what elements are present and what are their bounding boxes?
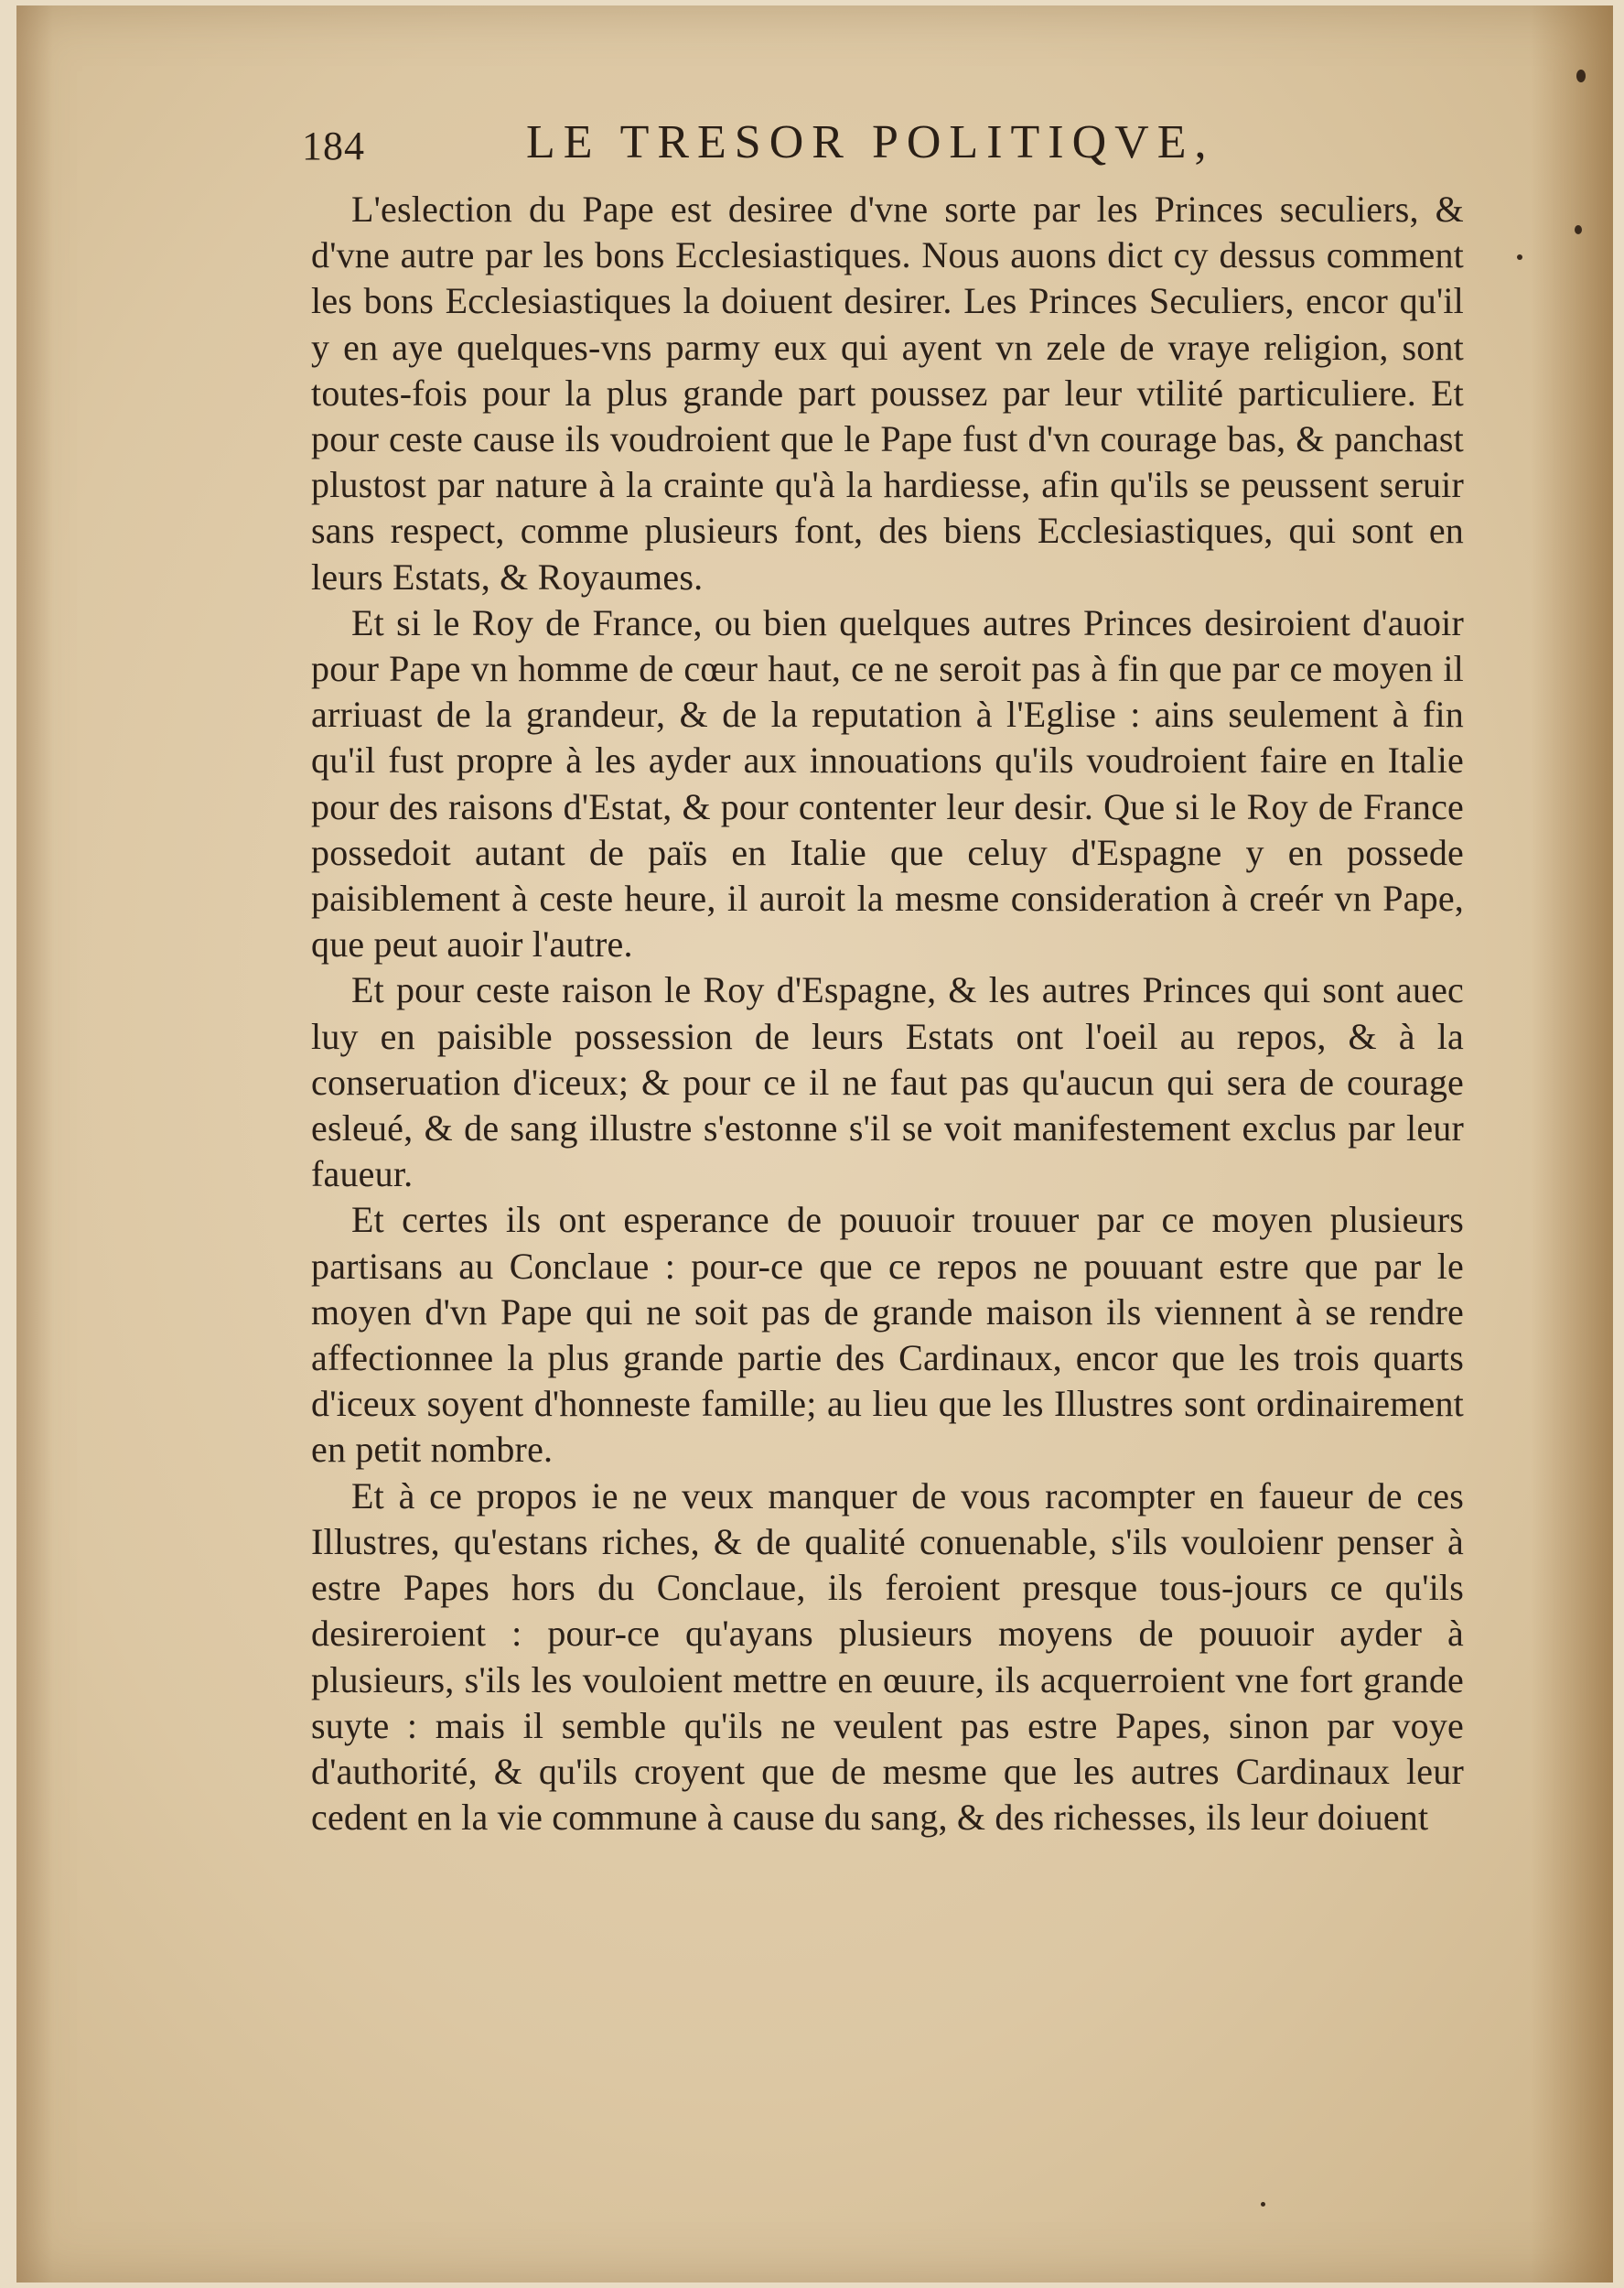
paragraph-2: Et si le Roy de France, ou bien quelques autres Princes desiroient d'auoir pour Pape vn homme de cœur haut, ce ne seroit pas à fin que par ce moyen il arriuast de la grandeur, & de la reputation à l'Eglise : ains seulement à fin qu'il fust propre à les ayder aux innouations qu'ils voudroient faire en Italie pour des raisons d'Estat, & pour contenter leur desir. Que si le Roy de France possedoit autant de païs en Italie que celuy d'Espagne y en possede paisiblement à ceste heure, il auroit la mesme consideration à creér vn Pape, que peut auoir l'autre.	[311, 601, 1464, 966]
paragraph-3: Et pour ceste raison le Roy d'Espagne, & les autres Princes qui sont auec luy en paisible possession de leurs Estats ont l'oeil au repos, & à la conseruation d'iceux; & pour ce il ne faut pas qu'aucun qui sera de courage esleué, & de sang illustre s'estonne s'il se voit manifestement exclus par leur faueur.	[311, 969, 1464, 1195]
ink-speck	[1517, 254, 1522, 260]
ink-speck	[1575, 225, 1582, 234]
paragraph-1: L'eslection du Pape est desiree d'vne sorte par les Princes seculiers, & d'vne autre par les bons Ecclesiastiques. Nous auons dict cy dessus comment les bons Ecclesiastiques la doiuent desirer. Les Princes Seculiers, encor qu'il y en aye quelques-vns parmy eux qui ayent vn zele de vraye religion, sont toutes-fois pour la plus grande part poussez par leur vtilité particuliere. Et pour ceste cause ils voudroient que le Pape fust d'vn courage bas, & panchast plustost par nature à la crainte qu'à la hardiesse, afin qu'ils se peussent seruir sans respect, comme plusieurs font, des biens Ecclesiastiques, qui sont en leurs Estats, & Royaumes.	[311, 189, 1464, 598]
paragraph-4: Et certes ils ont esperance de pouuoir trouuer par ce moyen plusieurs partisans au Conclaue : pour-ce que ce repos ne pouuant estre que par le moyen d'vn Pape qui ne soit pas de grande maison ils viennent à se rendre affectionnee la plus grande partie des Cardinaux, encor que les trois quarts d'iceux soyent d'honneste famille; au lieu que les Illustres sont ordinairement en petit nombre.	[311, 1199, 1464, 1471]
page-number: 184	[302, 124, 365, 168]
ink-speck	[1261, 2202, 1265, 2207]
paragraph-5: Et à ce propos ie ne veux manquer de vous racompter en faueur de ces Illustres, qu'estans riches, & de qualité conuenable, s'ils vouloienr penser à estre Papes hors du Conclaue, ils feroient presque tous-jours ce qu'ils desireroient : pour-ce qu'ayans plusieurs moyens de pouuoir ayder à plusieurs, s'ils les vouloient mettre en œuure, ils acquerroient vne fort grande suyte : mais il semble qu'ils ne veulent pas estre Papes, sinon par voye d'authorité, & qu'ils croyent que de mesme que les autres Cardinaux leur cedent en la vie commune à cause du sang, & des richesses, ils leur doiuent	[311, 1474, 1464, 1839]
page-header	[302, 115, 1400, 189]
page-gutter-shadow	[16, 5, 53, 2283]
body-text	[311, 187, 1464, 1840]
running-title: LE TRESOR POLITIQVE,	[526, 116, 1215, 168]
book-page	[16, 5, 1613, 2283]
ink-speck	[1576, 70, 1586, 82]
page-edge-shadow	[1531, 5, 1613, 2283]
